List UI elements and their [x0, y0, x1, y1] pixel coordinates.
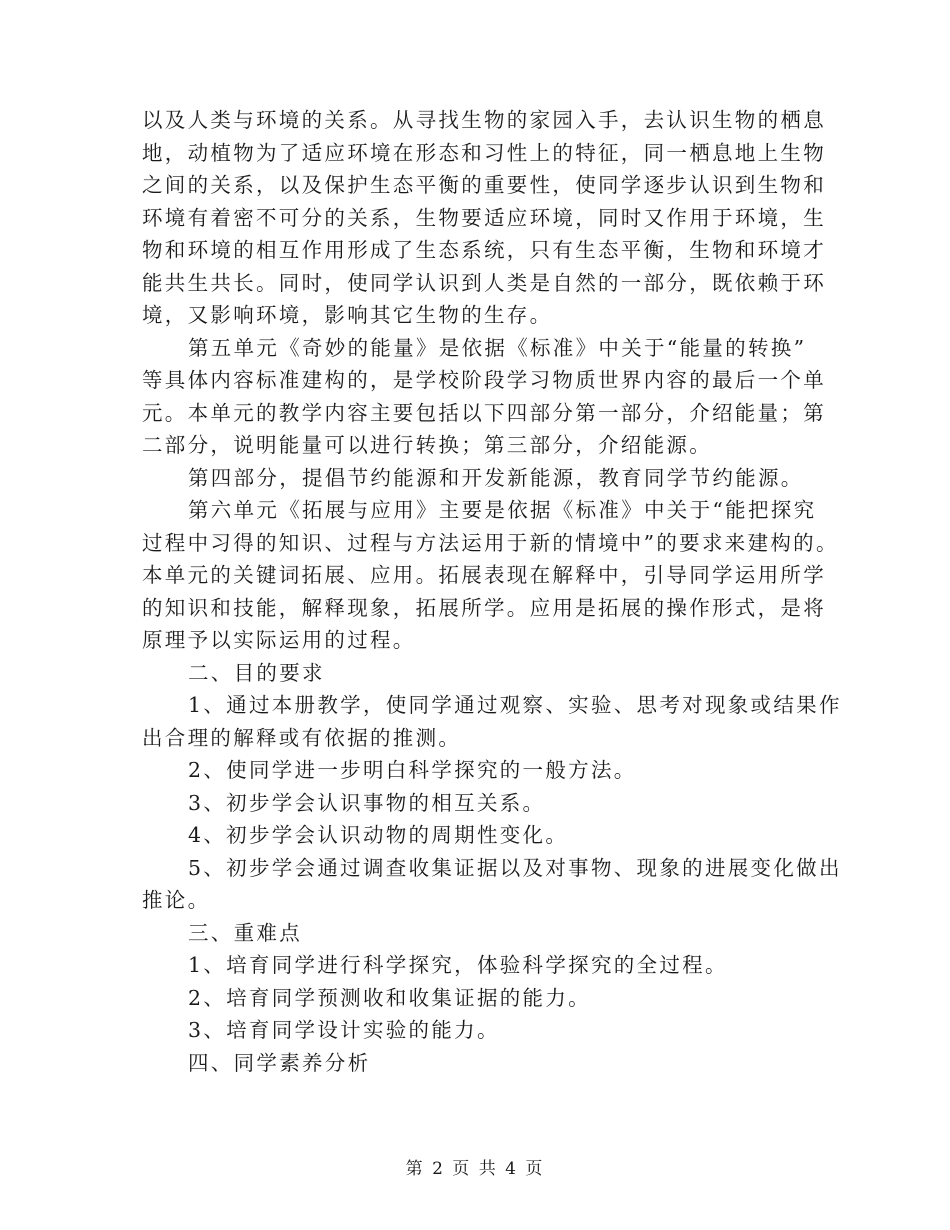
text-line: 本单元的关键词拓展、应用。拓展表现在解释中，引导同学运用所学: [142, 563, 826, 587]
text-line: 原理予以实际运用的过程。: [142, 628, 416, 652]
text-line: 第五单元《奇妙的能量》是依据《标准》中关于“能量的转换”: [188, 335, 807, 360]
text-line: 之间的关系，以及保护生态平衡的重要性，使同学逐步认识到生物和: [142, 173, 826, 197]
text-line: 1、培育同学进行科学探究，体验科学探究的全过程。: [188, 953, 728, 977]
text-line: 环境有着密不可分的关系，生物要适应环境，同时又作用于环境，生: [142, 205, 826, 230]
text-line: 二、目的要求: [188, 660, 325, 685]
text-line: 三、重难点: [188, 920, 302, 945]
text-line: 2、使同学进一步明白科学探究的一般方法。: [188, 758, 637, 782]
text-line: 境，又影响环境，影响其它生物的生存。: [142, 303, 553, 327]
text-line: 等具体内容标准建构的，是学校阶段学习物质世界内容的最后一个单: [142, 368, 826, 392]
text-line: 过程中习得的知识、过程与方法运用于新的情境中”的要求来建构的。: [142, 530, 839, 555]
text-line: 2、培育同学预测收和收集证据的能力。: [188, 985, 591, 1010]
text-line: 的知识和技能，解释现象，拓展所学。应用是拓展的操作形式，是将: [142, 595, 826, 620]
text-line: 3、培育同学设计实验的能力。: [188, 1018, 500, 1042]
text-line: 出合理的解释或有依据的推测。: [142, 725, 462, 750]
text-line: 3、初步学会认识事物的相互关系。: [188, 790, 546, 815]
text-line: 以及人类与环境的关系。从寻找生物的家园入手，去认识生物的栖息: [142, 108, 826, 132]
page-number-footer: 第 2 页 共 4 页: [405, 1159, 545, 1179]
text-line: 四、同学素养分析: [188, 1050, 371, 1075]
text-line: 元。本单元的教学内容主要包括以下四部分第一部分，介绍能量；第: [142, 400, 826, 425]
text-line: 1、通过本册教学，使同学通过观察、实验、思考对现象或结果作: [188, 693, 842, 717]
text-line: 第六单元《拓展与应用》主要是依据《标准》中关于“能把探究: [188, 498, 817, 522]
text-line: 地，动植物为了适应环境在形态和习性上的特征，同一栖息地上生物: [142, 140, 826, 165]
text-line: 4、初步学会认识动物的周期性变化。: [188, 823, 569, 847]
text-line: 能共生共长。同时，使同学认识到人类是自然的一部分，既依赖于环: [142, 270, 826, 295]
text-line: 5、初步学会通过调查收集证据以及对事物、现象的进展变化做出: [188, 855, 842, 880]
text-line: 推论。: [142, 888, 211, 912]
text-line: 二部分，说明能量可以进行转换；第三部分，介绍能源。: [142, 433, 712, 457]
text-line: 第四部分，提倡节约能源和开发新能源，教育同学节约能源。: [188, 465, 804, 490]
document-body: [142, 104, 842, 1079]
text-line: 物和环境的相互作用形成了生态系统，只有生态平衡，生物和环境才: [142, 238, 826, 262]
